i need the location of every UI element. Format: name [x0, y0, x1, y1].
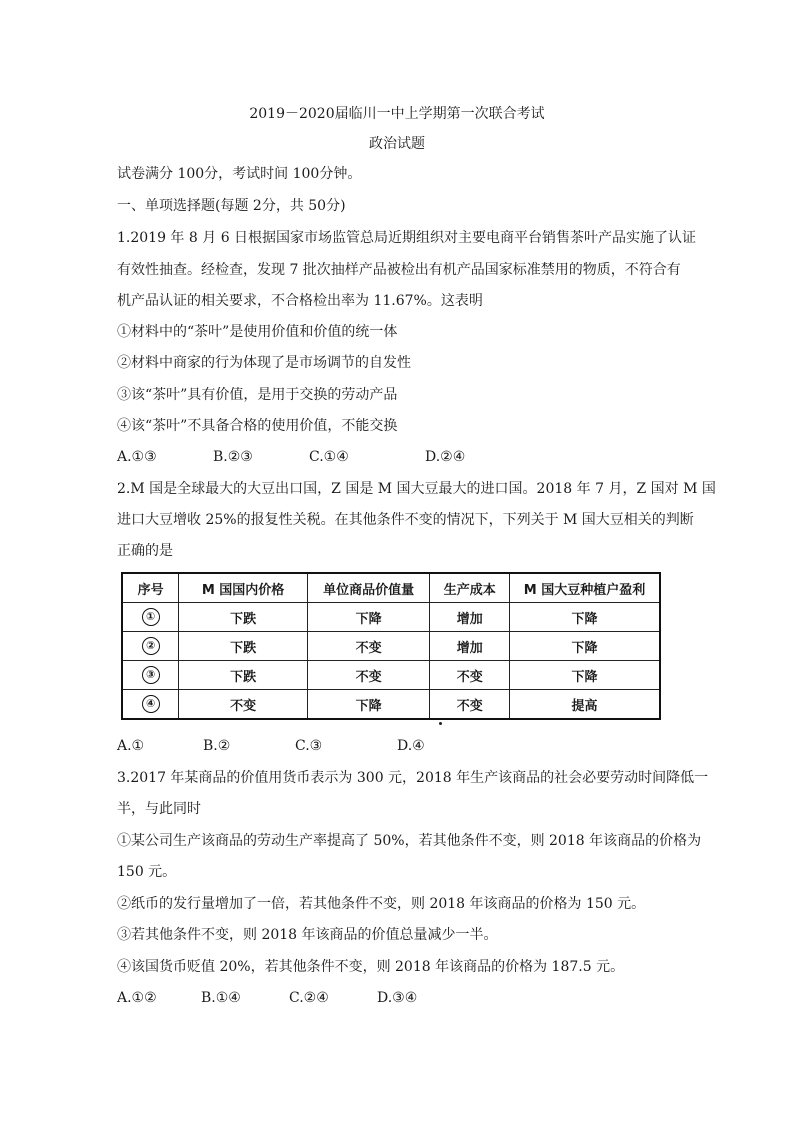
- table-cell-index: [122, 632, 179, 661]
- q3-stem-line-2: 半，与此同时: [117, 801, 201, 817]
- q1-option-c[interactable]: C.①④: [309, 449, 349, 465]
- table-header-cell: 单位商品价值量: [307, 573, 430, 603]
- q2-option-c[interactable]: C.③: [295, 738, 323, 754]
- q3-statement-1: ①某公司生产该商品的劳动生产率提高了 50%，若其他条件不变，则 2018 年该商品的价格为: [117, 833, 702, 849]
- table-header-cell: M 国大豆种植户盈利: [510, 573, 660, 603]
- q2-stem-line-1: 2.M 国是全球最大的大豆出口国，Z 国是 M 国大豆最大的进口国。2018 年 7 月，Z 国对 M 国: [117, 481, 716, 497]
- table-cell: 增加: [430, 603, 510, 632]
- table-cell: 不变: [179, 690, 308, 720]
- table-cell: 不变: [307, 632, 430, 661]
- table-row: [122, 603, 660, 632]
- q2-options: [117, 737, 425, 755]
- q1-stem-line-1: 1.2019 年 8 月 6 日根据国家市场监管总局近期组织对主要电商平台销售茶叶产品实施了认证: [117, 230, 697, 246]
- row-number: ④: [142, 695, 160, 713]
- table-header-cell: 生产成本: [430, 573, 510, 603]
- table-cell: 下降: [510, 632, 660, 661]
- table-header-row: [122, 573, 660, 603]
- q3-options: [117, 989, 417, 1007]
- table-cell: 下跌: [179, 603, 308, 632]
- q1-statement-1: ①材料中的“茶叶”是使用价值和价值的统一体: [117, 324, 398, 340]
- q3-statement-1-cont: 150 元。: [117, 864, 177, 880]
- q2-option-b[interactable]: B.②: [203, 738, 231, 754]
- row-number: ③: [142, 666, 160, 684]
- table-row: [122, 690, 660, 720]
- table-cell: 下降: [510, 661, 660, 690]
- table-header-cell: M 国国内价格: [179, 573, 308, 603]
- q1-statement-2: ②材料中商家的行为体现了是市场调节的自发性: [117, 355, 411, 371]
- exam-subject: 政治试题: [369, 136, 425, 152]
- table-cell-index: [122, 661, 179, 690]
- table-cell-index: [122, 603, 179, 632]
- table-cell: 增加: [430, 632, 510, 661]
- q1-options: [117, 448, 465, 466]
- q3-statement-4: ④该国货币贬值 20%，若其他条件不变，则 2018 年该商品的价格为 187.5 元。: [117, 959, 625, 975]
- q1-statement-3: ③该“茶叶”具有价值，是用于交换的劳动产品: [117, 387, 398, 403]
- q3-statement-3: ③若其他条件不变，则 2018 年该商品的价值总量减少一半。: [117, 927, 498, 943]
- table-cell: 不变: [430, 690, 510, 720]
- q1-option-b[interactable]: B.②③: [213, 449, 253, 465]
- table-cell: 下降: [307, 603, 430, 632]
- table-cell: 下降: [307, 690, 430, 720]
- q3-stem-line-1: 3.2017 年某商品的价值用货币表示为 300 元，2018 年生产该商品的社会必要劳动时间降低一: [117, 770, 709, 786]
- table-header-cell: 序号: [122, 573, 179, 603]
- table-row: [122, 661, 660, 690]
- table-cell: 不变: [430, 661, 510, 690]
- q3-statement-2: ②纸币的发行量增加了一倍，若其他条件不变，则 2018 年该商品的价格为 150 元。: [117, 896, 646, 912]
- q2-table: [121, 572, 661, 720]
- q2-option-a[interactable]: A.①: [117, 738, 145, 754]
- q3-option-c[interactable]: C.②④: [289, 990, 329, 1006]
- q2-stem-line-3: 正确的是: [117, 543, 173, 559]
- table-cell: 下跌: [179, 661, 308, 690]
- q2-stem-line-2: 进口大豆增收 25%的报复性关税。在其他条件不变的情况下，下列关于 M 国大豆相关的判断: [117, 512, 694, 528]
- q2-option-d[interactable]: D.④: [397, 738, 425, 754]
- q3-option-a[interactable]: A.①②: [117, 990, 157, 1006]
- table-cell: 提高: [510, 690, 660, 720]
- table-row: [122, 632, 660, 661]
- q1-stem-line-2: 有效性抽查。经检查，发现 7 批次抽样产品被检出有机产品国家标准禁用的物质，不符合有: [117, 262, 681, 278]
- q3-option-b[interactable]: B.①④: [201, 990, 241, 1006]
- table-cell: 下降: [510, 603, 660, 632]
- row-number: ②: [142, 637, 160, 655]
- table-cell: 不变: [307, 661, 430, 690]
- scan-speck: [439, 722, 442, 725]
- row-number: ①: [142, 608, 160, 626]
- section-heading: 一、单项选择题(每题 2分，共 50分): [117, 198, 346, 214]
- q3-option-d[interactable]: D.③④: [377, 990, 418, 1006]
- q1-stem-line-3: 机产品认证的相关要求，不合格检出率为 11.67%。这表明: [117, 293, 483, 309]
- q1-statement-4: ④该“茶叶”不具备合格的使用价值，不能交换: [117, 418, 398, 434]
- q1-option-d[interactable]: D.②④: [425, 449, 466, 465]
- exam-note: 试卷满分 100分，考试时间 100分钟。: [117, 166, 362, 182]
- exam-title: 2019－2020届临川一中上学期第一次联合考试: [249, 106, 545, 122]
- table-cell: 下跌: [179, 632, 308, 661]
- q1-option-a[interactable]: A.①③: [117, 449, 157, 465]
- table-cell-index: [122, 690, 179, 720]
